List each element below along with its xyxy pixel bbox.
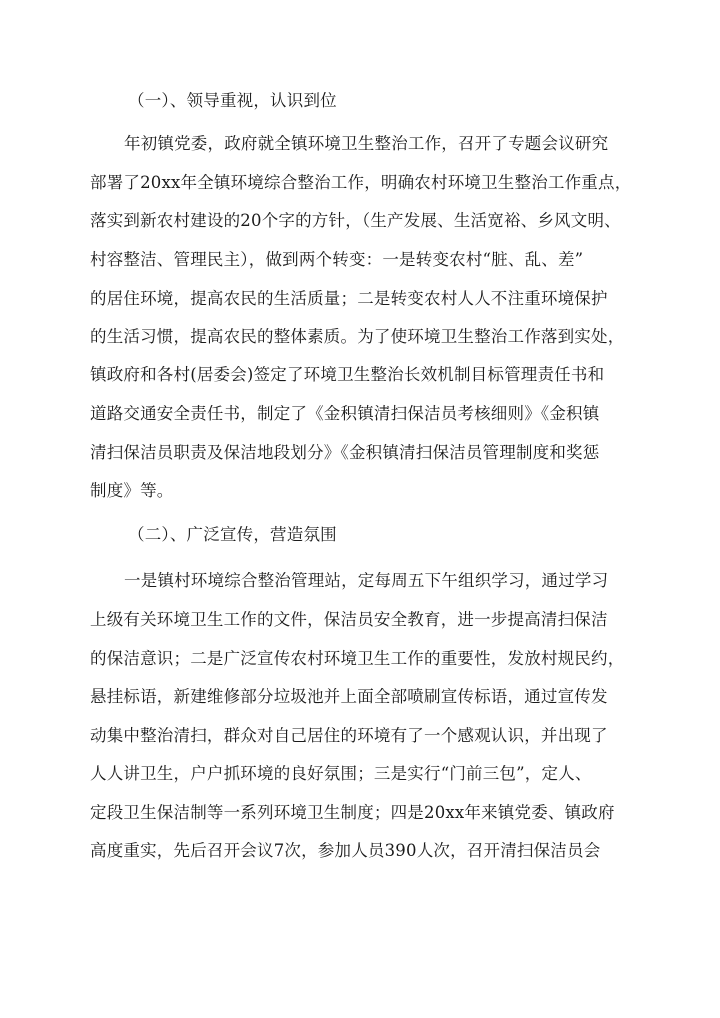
paragraph-line: 的保洁意识；二是广泛宣传农村环境卫生工作的重要性，发放村规民约， (90, 649, 625, 668)
paragraph-line: 高度重实，先后召开会议7次，参加人员390人次，召开清扫保洁员会 (90, 841, 601, 860)
paragraph-line: 道路交通安全责任书，制定了《金积镇清扫保洁员考核细则》《金积镇 (90, 404, 600, 423)
paragraph-line: 定段卫生保洁制等一系列环境卫生制度；四是20xx年来镇党委、镇政府 (90, 803, 615, 822)
paragraph-line: 动集中整治清扫，群众对自己居住的环境有了一个感观认识，并出现了 (90, 726, 608, 745)
section-heading-2: （二）、广泛宣传，营造氛围 (128, 525, 337, 544)
paragraph-line: 的生活习惯，提高农民的整体素质。为了使环境卫生整治工作落到实处， (90, 327, 625, 346)
paragraph-line: 一是镇村环境综合整治管理站，定每周五下午组织学习，通过学习 (124, 571, 609, 590)
paragraph-line: 年初镇党委，政府就全镇环境卫生整治工作，召开了专题会议研究 (124, 134, 609, 153)
section-heading-1: （一）、领导重视，认识到位 (128, 91, 337, 110)
paragraph-line: 落实到新农村建设的20个字的方针，（生产发展、生活宽裕、乡风文明、 (90, 211, 621, 230)
paragraph-line: 的居住环境，提高农民的生活质量；二是转变农村人人不注重环境保护 (90, 289, 608, 308)
paragraph-line: 镇政府和各村(居委会)签定了环境卫生整治长效机制目标管理责任书和 (90, 365, 605, 384)
paragraph-line: 制度》等。 (90, 481, 174, 500)
paragraph-line: 清扫保洁员职责及保洁地段划分》《金积镇清扫保洁员管理制度和奖惩 (90, 443, 600, 462)
paragraph-line: 部署了20xx年全镇环境综合整治工作，明确农村环境卫生整治工作重点， (90, 173, 632, 192)
paragraph-line: 上级有关环境卫生工作的文件，保洁员安全教育，进一步提高清扫保洁 (90, 610, 608, 629)
paragraph-line: 人人讲卫生，户户抓环境的良好氛围；三是实行“门前三包”，定人、 (90, 764, 592, 783)
paragraph-line: 村容整洁、管理民主），做到两个转变：一是转变农村“脏、乱、差” (90, 250, 584, 269)
paragraph-line: 悬挂标语，新建维修部分垃圾池并上面全部喷刷宣传标语，通过宣传发 (90, 687, 608, 706)
